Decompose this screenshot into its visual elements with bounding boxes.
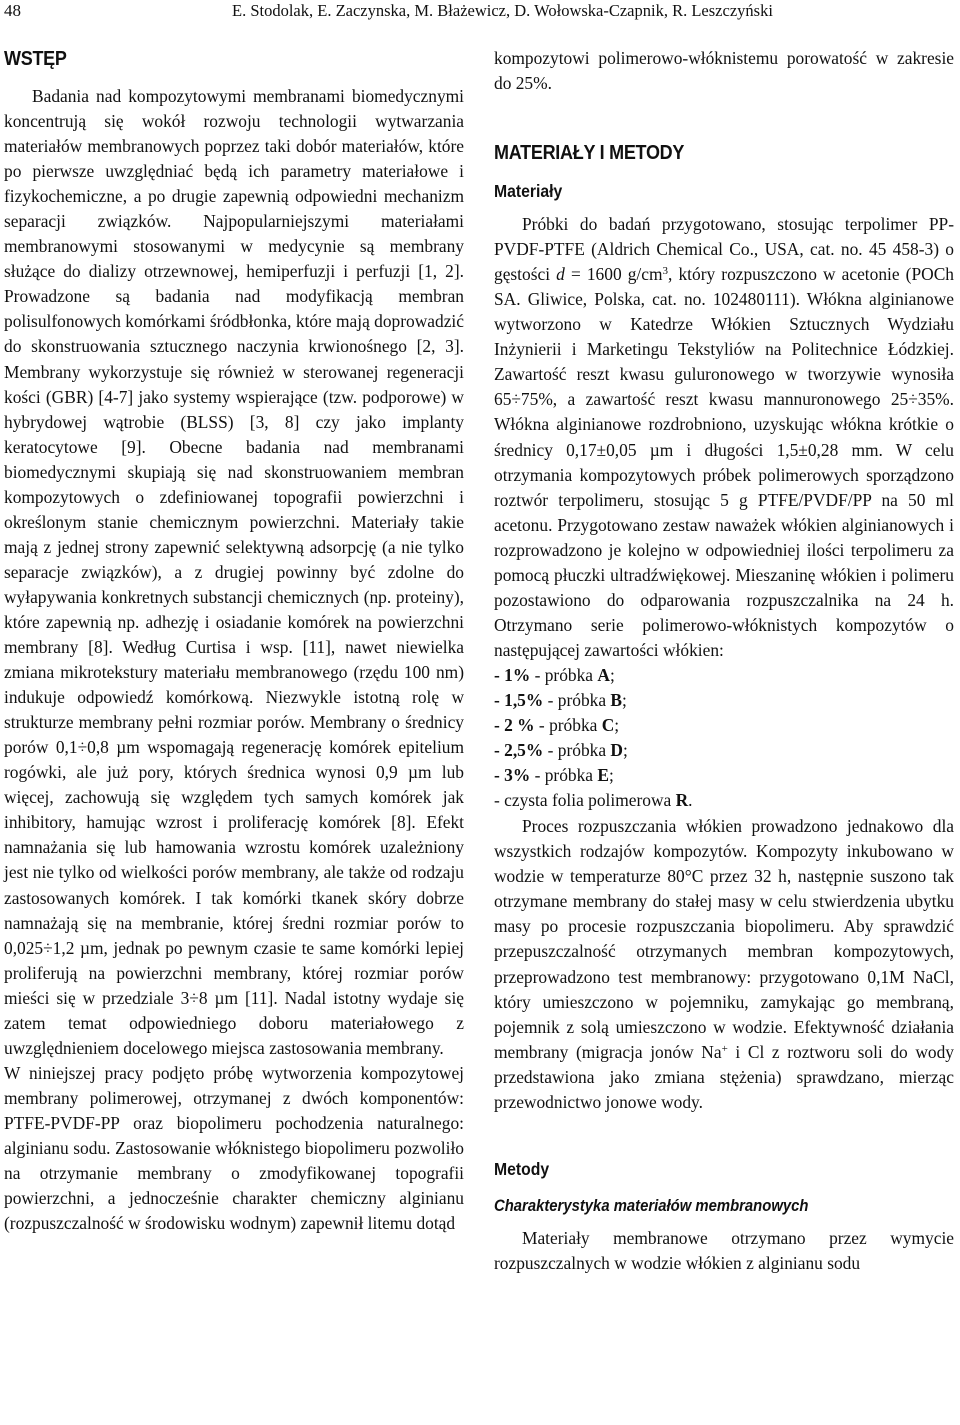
running-header [0, 0, 960, 26]
right-column [494, 46, 954, 1276]
sample-list [494, 663, 954, 813]
subsection-title-methods: Metody [494, 1158, 550, 1179]
left-column [4, 46, 464, 1236]
process-text-b: i Cl z roztworu soli do wody przedstawiona jako zmiana stężenia) sprawdzano, mierząc przewodnictwo jonowe wody. [494, 1041, 954, 1112]
intro-paragraph-1: Badania nad kompozytowymi membranami biomedycznymi koncentrują się wokół rozwoju technologii wytwarzania materiałów membranowych poprzez taki dobór materiałów, które po pierwsze uwzględniać będą ich parametry materiałowe i fizykochemiczne, a po drugie zapewnią odpowiedni mechanizm separacji związków. Najpopularniejszymi materiałami membranowymi stosowanymi w medycynie są membrany służące do dializy otrzewnowej, hemiperfuzji i perfuzji [1, 2]. Prowadzone są badania nad modyfikacją membran polisulfonowych komórkami śródbłonka, które mają doprowadzić do skonstruowania sztucznego naczynia krwionośnego [2, 3]. Membrany wykorzystuje się również w sterowanej regeneracji kości (GBR) [4-7] jako systemy wspierające (tzw. podporowe) w hybrydowej wątrobie (BLSS) [3, 8] czy jako implanty keratocytowe [9]. Obecne badania nad membranami biomedycznymi skupiają się nad skonstruowaniem membran kompozytowych o zdefiniowanej topografii powierzchni i określonym stanie chemicznym powierzchni. Materiały takie mają z jednej strony zapewnić selektywną adsorpcję (a nie tylko separacje związków), a z drugiej powinny być zdolne do wyłapywania konkretnych substancji chemicznych (np. proteiny), które zapewnią np. adhezję i osiadanie komórek na powierzchni membrany [8]. Według Curtisa i wsp. [11], nawet niewielka zmiana mikrotekstury materiału membranowego (rzędu 100 nm) indukuje odpowiedź komórkową. Niezwykle istotną rolę w strukturze membrany pełni rozmiar porów. Membrany o średnicy porów 0,1÷0,8 µm wspomagają regenerację komórek epitelium rogówki, ale już pory, których średnica wynosi 0,9 µm lub więcej, zachowują się względem tych samych komórek jak inhibitory, hamując wzrost i proliferację komórek [8]. Efekt namnażania się lub hamowania wzrostu komórek uzależniony jest nie tylko od wielkości porów membrany, ale także od rodzaju zastosowanych komórek. I tak komórki tkanek skóry dobrze namnażają się na membranie, której średni rozmiar porów to 0,025÷1,2 µm, jednak po pewnym czasie te same komórki lepiej proliferują na powierzchni membrany, której rozmiar porów mieści się w przedziale 3÷8 µm [11]. Nadal istotny wydaje się zatem temat odpowiedniego doboru materiałowego z uwzględnieniem docelowego miejsca zastosowania membrany. [4, 86, 464, 1058]
intro-paragraph-2: W niniejszej pracy podjęto próbę wytworzenia kompozytowej membrany polimerowej, otrzymanej z dwóch komponentów: PTFE-PVDF-PP oraz biopolimeru pochodzenia naturalnego: alginianu sodu. Zastosowanie włóknistego biopolimeru pozwoliło na otrzymanie membrany o zmodyfikowanej topografii powierzchni, a jednocześnie charakter chemiczny alginianu (rozpuszczalność w środowisku wodnym) zapewnił litemu dotąd [4, 1062, 464, 1234]
materials-text-c: , który rozpuszczono w acetonie (POCh SA. Gliwice, Polska, cat. no. 102480111). Włókna alginianowe wytworzono w Katedrze Włókien Sztucznych Wydziału Inżynierii i Marketingu Tekstyliów na Politechnice Łódzkiej. Zawartość reszt kwasu guluronowego w tworzywie wynosiła 65÷75%, a zawartość reszt kwasu mannuronowego 25÷35%. Włókna alginianowe rozdrobniono, uzyskując włókna krótkie o średnicy 0,17±0,05 µm i długości 1,5±0,28 mm. W celu otrzymania kompozytowych próbek polimerowych sporządzono roztwór terpolimeru, stosując 5 g PTFE/PVDF/PP na 50 ml acetonu. Przygotowano zestaw naważek włókien alginianowych i rozprowadzono je kolejno w odpowiedniej ilości terpolimeru za pomocą płuczki ultradźwiękowej. Mieszaninę włókien i polimeru pozostawiono do odparowania rozpuszczalnika na 24 h. Otrzymano serie polimerowo-włóknistych kompozytów o następującej zawartości włókien: [494, 264, 954, 660]
sample-item: - czysta folia polimerowa R. [494, 790, 693, 811]
density-symbol: d [556, 264, 565, 285]
section-title-introduction: WSTĘP [4, 48, 67, 70]
sample-item: - 1% - próbka A; [494, 664, 615, 685]
continued-paragraph: kompozytowi polimerowo-włóknistemu porowatość w zakresie do 25%. [494, 48, 954, 94]
running-head-authors: E. Stodolak, E. Zaczynska, M. Błażewicz, D. Wołowska-Czapnik, R. Leszczyński [232, 1, 773, 20]
materials-paragraph [494, 212, 954, 663]
process-text-a: Proces rozpuszczania włókien prowadzono jednakowo dla wszystkich rodzajów kompozytów. Kompozyty inkubowano w wodzie w temperaturze 80°C przez 32 h, następnie suszono tak otrzymane membrany do stałej masy w celu stwierdzenia ubytku masy po procesie rozpuszczania biopolimeru. Aby sprawdzić przepuszczalność otrzymanych membran kompozytowych, przeprowadzono test membranowy: przygotowano 0,1M NaCl, który umieszczono w pojemniku, zamykając go membraną, pojemnik z solą umieszczono w wodzie. Efektywność działania membrany (migracja jonów Na [494, 816, 954, 1062]
characterization-paragraph: Materiały membranowe otrzymano przez wymycie rozpuszczalnych w wodzie włókien z alginianu sodu [494, 1227, 954, 1273]
sample-item: - 2 % - próbka C; [494, 715, 620, 736]
superscript-plus: + [721, 1042, 728, 1055]
subsection-title-materials: Materiały [494, 181, 563, 202]
page-number: 48 [4, 1, 21, 20]
sample-item: - 1,5% - próbka B; [494, 689, 627, 710]
materials-text-b: = 1600 g/cm [564, 264, 663, 285]
section-title-materials-methods: MATERIAŁY I METODY [494, 142, 685, 165]
process-paragraph [494, 814, 954, 1115]
superscript-3: 3 [662, 265, 669, 278]
sample-item: - 3% - próbka E; [494, 765, 614, 786]
subsubsection-title-characterization: Charakterystyka materiałów membranowych [494, 1196, 809, 1215]
materials-text-a: Próbki do badań przygotowano, stosując terpolimer PP-PVDF-PTFE (Aldrich Chemical Co., USA, cat. no. 45 458-3) o gęstości [494, 214, 954, 285]
sample-item: - 2,5% - próbka D; [494, 740, 628, 761]
